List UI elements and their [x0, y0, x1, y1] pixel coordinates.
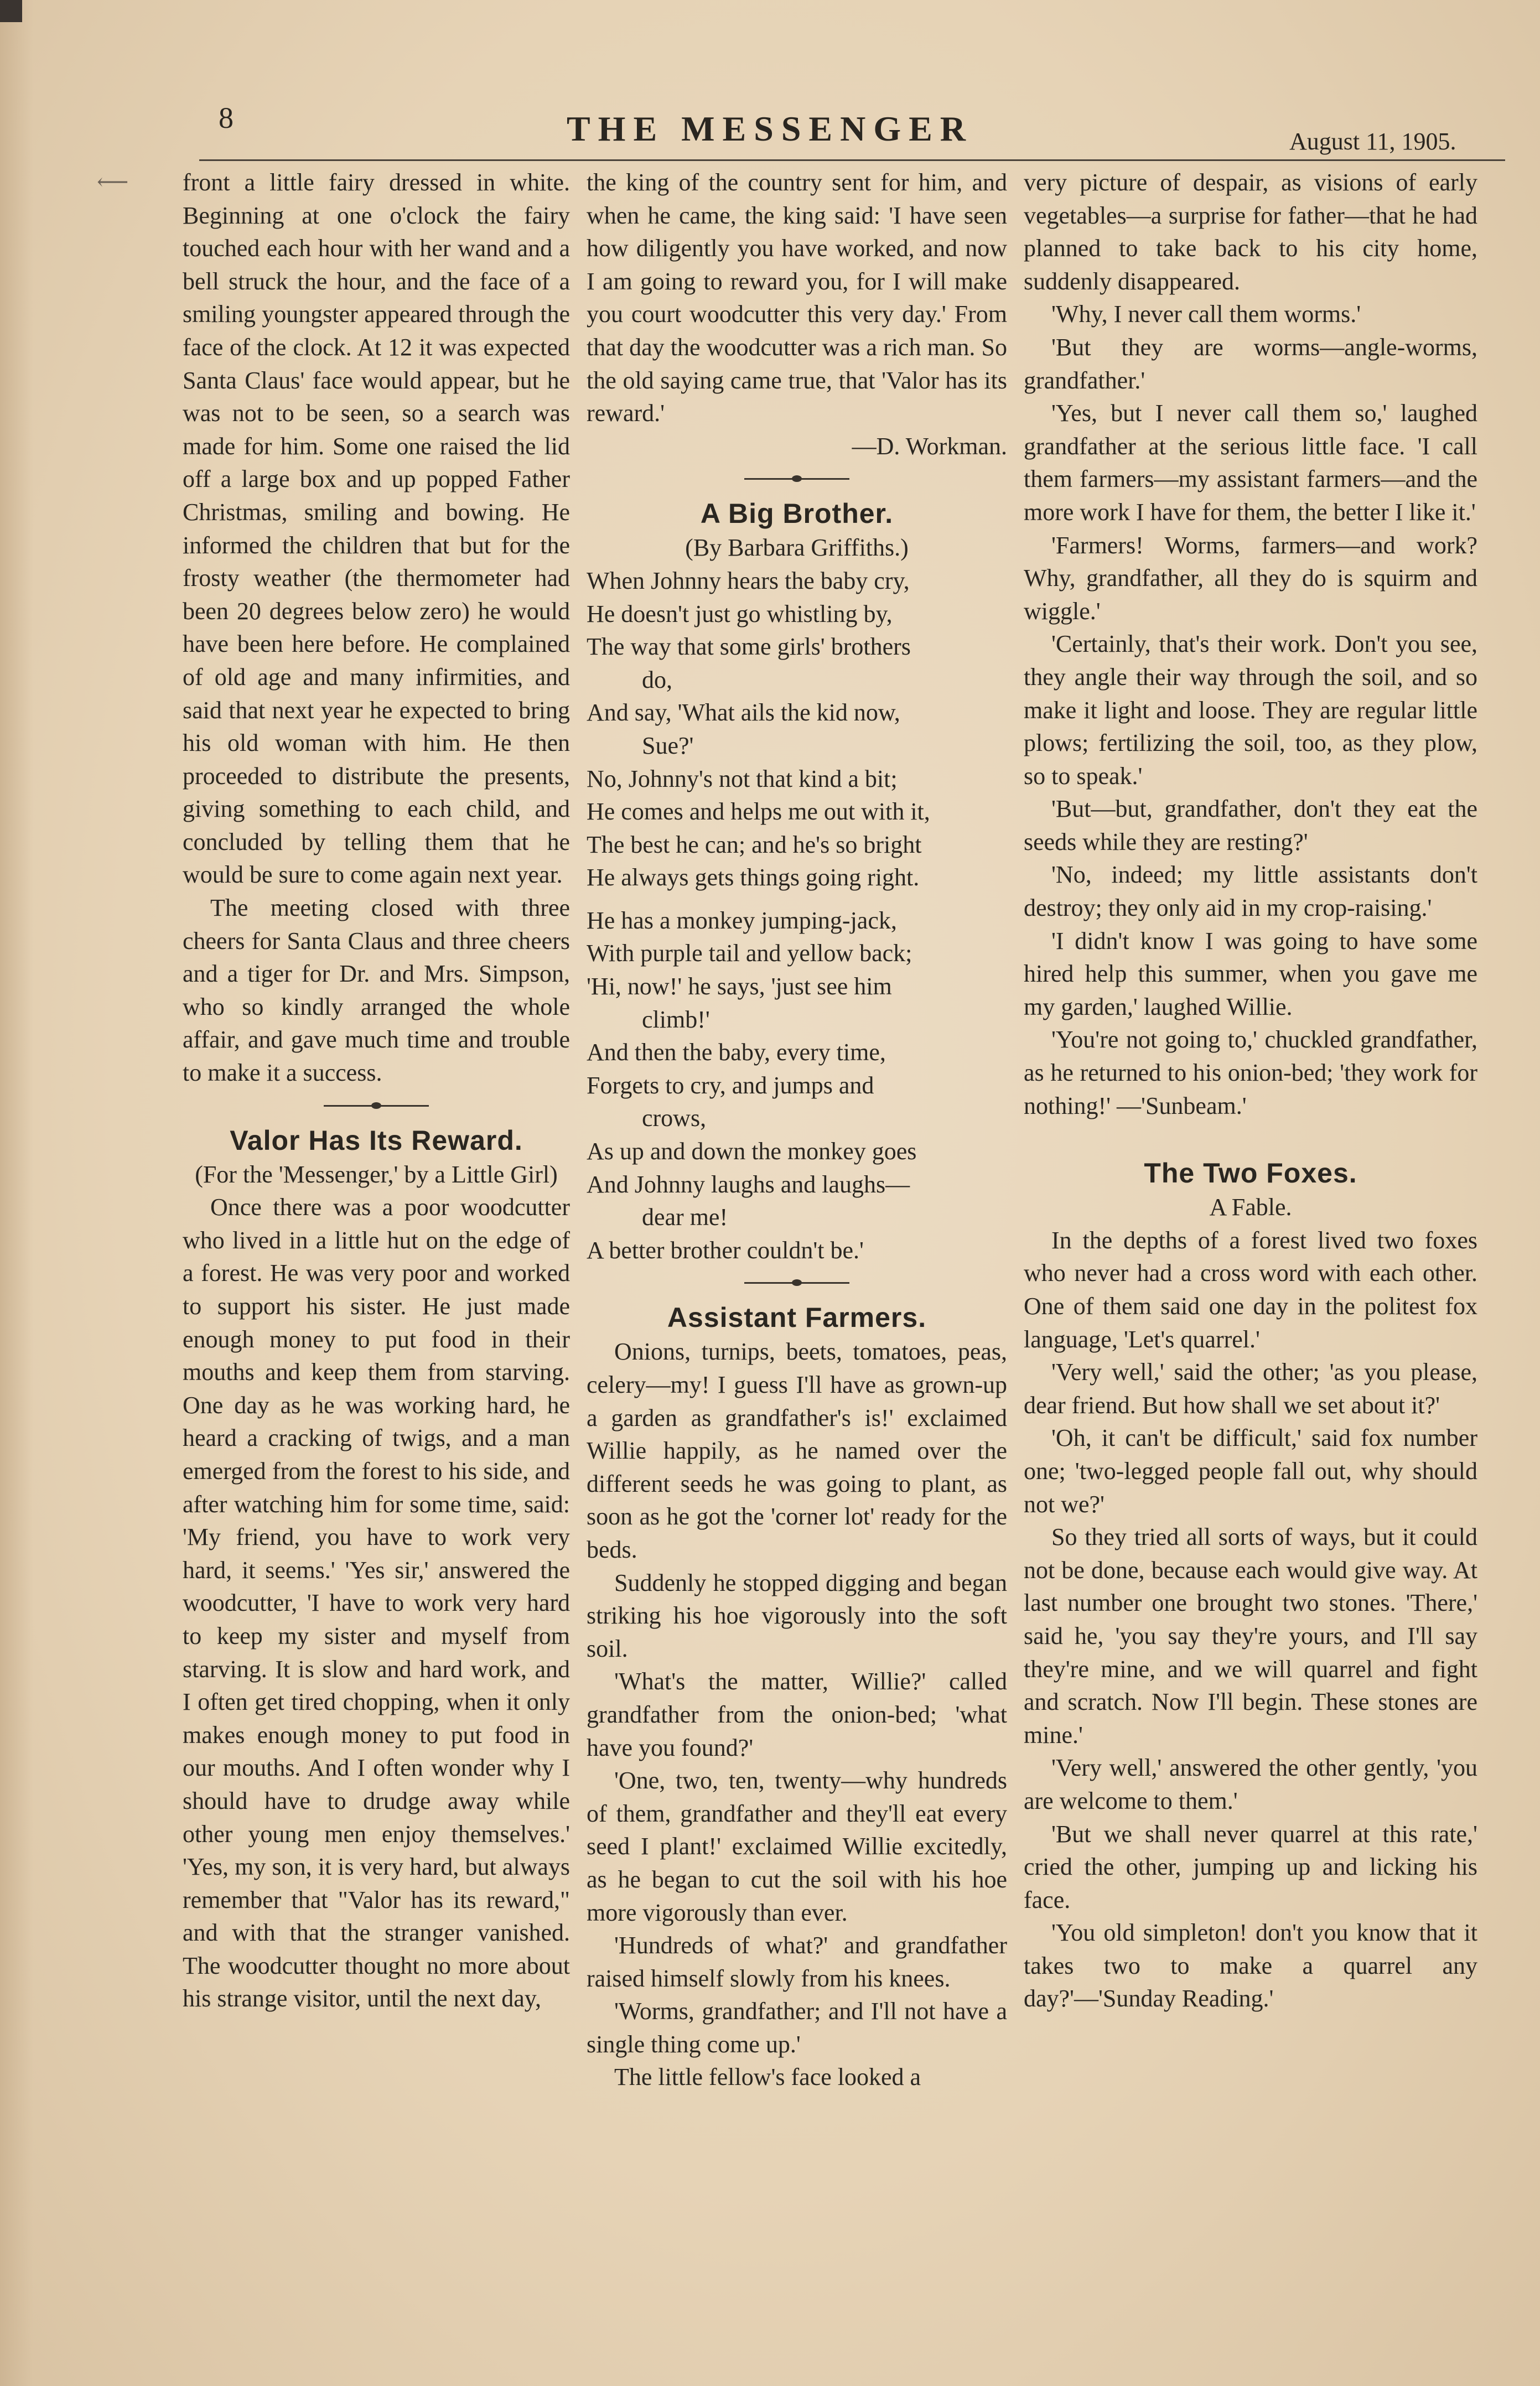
poem-stanza	[587, 564, 1007, 894]
article-paragraph: 'You old simpleton! don't you know that it takes two to make a quarrel any day?'—'Sunday Reading.'	[1024, 1919, 1477, 2012]
article-paragraph: In the depths of a forest lived two foxes who never had a cross word with each other. One of them said one day in the politest fox language, 'Let's quarrel.'	[1024, 1226, 1477, 1353]
corner-mark	[0, 0, 22, 22]
poem-line: And Johnny laughs and laughs—	[587, 1170, 910, 1198]
article-paragraph: 'Farmers! Worms, farmers—and work? Why, grandfather, all they do is squirm and wiggle.'	[1024, 531, 1477, 625]
poem-line: climb!'	[642, 1005, 710, 1033]
section-divider	[587, 463, 1007, 490]
poem-line: do,	[642, 666, 672, 693]
poem-line: He comes and helps me out with it,	[587, 798, 930, 826]
article-title-valor: Valor Has Its Reward.	[230, 1124, 523, 1156]
poem-line: 'Hi, now!' he says, 'just see him	[587, 973, 892, 1000]
article-paragraph: 'You're not going to,' chuckled grandfather, as he returned to his onion-bed; 'they work for nothing!' —'Sunbeam.'	[1024, 1026, 1477, 1119]
page-edge-shadow	[0, 0, 33, 2386]
poem-line: The best he can; and he's so bright	[587, 831, 922, 858]
poem-line: As up and down the monkey goes	[587, 1138, 917, 1165]
article-paragraph: So they tried all sorts of ways, but it could not be done, because each would give way. At last number one brought two stones. 'There,' said he, 'you say they're yours, and I'll say they're mine, and we will quarrel and fight and scratch. Now I'll begin. These stones are mine.'	[1024, 1523, 1477, 1749]
article-paragraph: Onions, turnips, beets, tomatoes, peas, celery—my! I guess I'll have as grown-up a garden as grandfather's is!' exclaimed Willie happily, as he named over the different seeds he was going to plant, as soon as he got the 'corner lot' ready for the beds.	[587, 1338, 1007, 1563]
article-paragraph: 'Certainly, that's their work. Don't you see, they angle their way through the soil, and so make it light and loose. They are regular little plows; fertilizing the soil, too, as they plow, so to speak.'	[1024, 630, 1477, 790]
poem-line: With purple tail and yellow back;	[587, 940, 912, 967]
article-paragraph: The meeting closed with three cheers for Santa Claus and three cheers and a tiger for Dr. and Mrs. Simpson, who so kindly arranged the whole affair, and gave much time and trouble to make it a success.	[183, 894, 570, 1087]
poem-line: He has a monkey jumping-jack,	[587, 906, 897, 934]
article-author: —D. Workman.	[852, 432, 1007, 460]
article-paragraph: Suddenly he stopped digging and began striking his hoe vigorously into the soft soil.	[587, 1569, 1007, 1662]
article-title-brother: A Big Brother.	[700, 498, 894, 530]
article-paragraph: the king of the country sent for him, and when he came, the king said: 'I have seen how diligently you have worked, and now I am going to reward you, for I will make you court woodcutter this very day.' From that day the woodcutter was a rich man. So the old saying came true, that 'Valor has its reward.'	[587, 169, 1007, 427]
section-divider	[1024, 1122, 1477, 1150]
article-paragraph: 'One, two, ten, twenty—why hundreds of them, grandfather and they'll eat every seed I plant!' exclaimed Willie excitedly, as he began to cut the soil with his hoe more vigorously than ever.	[587, 1767, 1007, 1926]
poem-stanza	[587, 904, 1007, 1267]
article-paragraph: 'Very well,' answered the other gently, 'you are welcome to them.'	[1024, 1754, 1477, 1814]
article-paragraph: 'Why, I never call them worms.'	[1051, 300, 1361, 328]
poem-line: Forgets to cry, and jumps and	[587, 1071, 874, 1099]
column-3	[1024, 166, 1477, 2015]
poem-line: crows,	[642, 1104, 707, 1132]
article-paragraph: 'But—but, grandfather, don't they eat the seeds while they are resting?'	[1024, 795, 1477, 855]
section-divider	[183, 1090, 570, 1117]
header-rule	[199, 159, 1505, 161]
poem-line: The way that some girls' brothers	[587, 633, 911, 661]
article-byline: (For the 'Messenger,' by a Little Girl)	[195, 1160, 558, 1188]
article-subtitle: A Fable.	[1209, 1194, 1292, 1221]
issue-date: August 11, 1905.	[1289, 128, 1456, 155]
poem-line: And then the baby, every time,	[587, 1039, 886, 1066]
article-paragraph: front a little fairy dressed in white. Beginning at one o'clock the fairy touched each hour with her wand and a bell struck the hour, and the face of a smiling youngster appeared through the face of the clock. At 12 it was expected Santa Claus' face would appear, but he was not to be seen, so a search was made for him. Some one raised the lid off a large box and up popped Father Christmas, smiling and bowing. He informed the children that but for the frosty weather (the thermometer had been 20 degrees below zero) he would have been here before. He complained of old age and many infirmities, and said that next year he expected to bring his old woman with him. He then proceeded to distribute the presents, giving something to each child, and concluded by telling them that he would be sure to come again next year.	[183, 169, 570, 889]
article-paragraph: 'Oh, it can't be difficult,' said fox number one; 'two-legged people fall out, why should not we?'	[1024, 1424, 1477, 1518]
article-paragraph: 'But we shall never quarrel at this rate,' cried the other, jumping up and licking his face.	[1024, 1820, 1477, 1913]
masthead-title: THE MESSENGER	[566, 109, 974, 148]
poem-line: When Johnny hears the baby cry,	[587, 567, 910, 594]
article-paragraph: 'Yes, but I never call them so,' laughed grandfather at the serious little face. 'I call them farmers—my assistant farmers—and the more work I have for them, the better I like it.'	[1024, 400, 1477, 526]
poem-line: A better brother couldn't be.'	[587, 1236, 864, 1264]
poem-line: And say, 'What ails the kid now,	[587, 699, 900, 727]
poem-line: He always gets things going right.	[587, 864, 920, 891]
article-paragraph: very picture of despair, as visions of early vegetables—a surprise for father—that he had planned to take back to his city home, suddenly disappeared.	[1024, 169, 1477, 295]
article-paragraph: 'But they are worms—angle-worms, grandfather.'	[1024, 333, 1477, 394]
poem-line: No, Johnny's not that kind a bit;	[587, 765, 898, 792]
article-paragraph: Once there was a poor woodcutter who lived in a little hut on the edge of a forest. He was very poor and worked to support his sister. He just made enough money to put food in their mouths and keep them from starving. One day as he was working hard, he heard a cracking of twigs, and a man emerged from the forest to his side, and after watching him for some time, said: 'My friend, you have to work very hard, it seems.' 'Yes sir,' answered the woodcutter, 'I have to work very hard to keep my sister and myself from starving. It is slow and hard work, and I often get tired chopping, when it only makes enough money to put food in our mouths. And I often wonder why I should have to drudge away while other young men enjoy themselves.' 'Yes, my son, it is very hard, but always remember that "Valor has its reward," and with that the stranger vanished. The woodcutter thought no more about his strange visitor, until the next day,	[183, 1194, 570, 2012]
poem-line: Sue?'	[642, 732, 694, 759]
article-title-foxes: The Two Foxes.	[1144, 1158, 1357, 1189]
column-2	[587, 166, 1007, 2094]
page-header	[0, 94, 1540, 166]
article-paragraph: The little fellow's face looked a	[614, 2063, 921, 2091]
article-paragraph: 'No, indeed; my little assistants don't destroy; they only aid in my crop-raising.'	[1024, 861, 1477, 922]
article-title-farmers: Assistant Farmers.	[667, 1302, 927, 1334]
article-paragraph: 'I didn't know I was going to have some hired help this summer, when you gave me my garden,' laughed Willie.	[1024, 927, 1477, 1020]
page-number: 8	[219, 101, 234, 134]
poem-line: dear me!	[642, 1204, 728, 1231]
column-1	[183, 166, 570, 2015]
section-divider	[587, 1267, 1007, 1294]
poem-line: He doesn't just go whistling by,	[587, 600, 893, 627]
article-paragraph: 'Worms, grandfather; and I'll not have a single thing come up.'	[587, 1998, 1007, 2058]
article-paragraph: 'What's the matter, Willie?' called grandfather from the onion-bed; 'what have you found?'	[587, 1668, 1007, 1761]
article-paragraph: 'Hundreds of what?' and grandfather raised himself slowly from his knees.	[587, 1932, 1007, 1992]
article-byline: (By Barbara Griffiths.)	[685, 534, 909, 562]
margin-arrow-icon: ⟵	[97, 169, 129, 194]
article-paragraph: 'Very well,' said the other; 'as you please, dear friend. But how shall we set about it?'	[1024, 1358, 1477, 1419]
